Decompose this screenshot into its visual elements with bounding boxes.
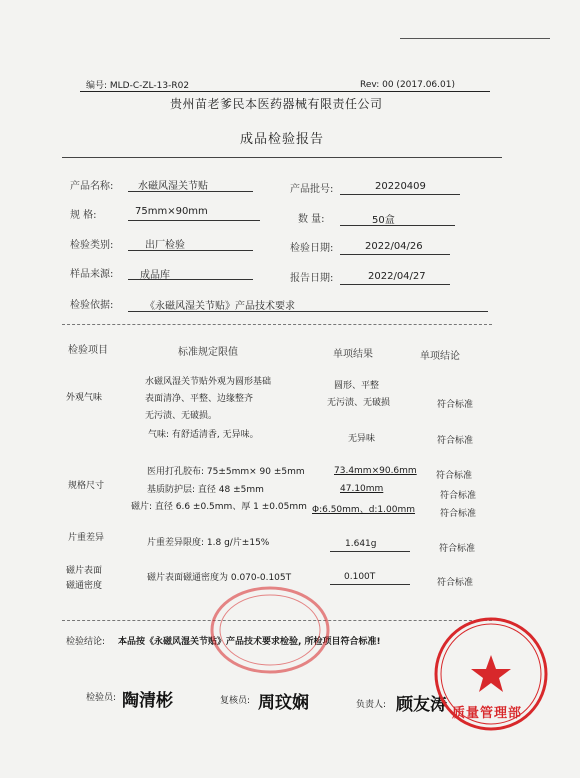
row-std-line: 基质防护层: 直径 48 ±5mm <box>147 485 264 495</box>
row-conclusion: 符合标准 <box>437 400 474 410</box>
inspector-signature: 陶清彬 <box>122 691 173 711</box>
spec-value: 75mm×90mm <box>135 206 208 217</box>
report-title: 成品检验报告 <box>240 132 325 147</box>
basis-underline <box>128 311 488 312</box>
report-date: 2022/04/27 <box>368 271 426 282</box>
insp-date-label: 检验日期: <box>290 243 334 254</box>
inspector-label: 检验员: <box>86 693 117 703</box>
category-label: 检验类别: <box>70 240 114 251</box>
row-result: Φ:6.50mm、d:1.00mm <box>312 505 416 515</box>
row-conclusion: 符合标准 <box>440 509 477 519</box>
spec-label: 规 格: <box>70 210 97 221</box>
category-value: 出厂检验 <box>145 240 185 251</box>
responsible-label: 负责人: <box>356 700 387 710</box>
basis-label: 检验依据: <box>70 300 114 311</box>
row-item-appearance: 外观气味 <box>66 393 103 403</box>
col-header-result: 单项结果 <box>333 349 373 360</box>
qty-underline <box>340 225 455 226</box>
row-result: 0.100T <box>344 572 376 582</box>
basis-value: 《永磁风湿关节贴》产品技术要求 <box>145 301 295 312</box>
section-rule <box>62 324 492 325</box>
report-date-underline <box>340 284 450 285</box>
row-conclusion: 符合标准 <box>440 491 477 501</box>
company-name: 贵州苗老爹民本医药器械有限责任公司 <box>170 97 383 111</box>
row-result: 47.10mm <box>340 484 384 494</box>
reviewer-signature: 周玟娴 <box>258 693 309 713</box>
row-item-flux: 磁片表面 <box>66 566 103 576</box>
row-std-line: 医用打孔胶布: 75±5mm× 90 ±5mm <box>147 467 305 477</box>
title-rule <box>62 157 502 158</box>
col-header-item: 检验项目 <box>68 345 108 356</box>
row-conclusion: 符合标准 <box>437 436 474 446</box>
qc-dept-stamp-text: 质量管理部 <box>452 706 523 721</box>
batch-number: 20220409 <box>375 181 426 192</box>
row-result: 圆形、平整 <box>334 381 380 391</box>
insp-date: 2022/04/26 <box>365 241 423 252</box>
col-header-std: 标准规定限值 <box>178 347 238 358</box>
row-result: 73.4mm×90.6mm <box>334 466 417 476</box>
product-name-underline <box>128 191 253 192</box>
weight-result-underline <box>330 551 410 552</box>
row-conclusion: 符合标准 <box>439 544 476 554</box>
conclusion-label: 检验结论: <box>66 637 106 647</box>
responsible-signature: 顾友涛 <box>396 695 447 715</box>
product-name: 水磁风湿关节贴 <box>138 181 208 192</box>
row-std-line: 片重差异限度: 1.8 g/片±15% <box>147 538 270 548</box>
revision: Rev: 00 (2017.06.01) <box>360 80 455 90</box>
spec-underline <box>128 220 260 221</box>
row-std-line: 无污渍、无破损。 <box>145 411 218 421</box>
flux-result-underline <box>330 584 410 585</box>
row-std-line: 磁片表面磁通密度为 0.070-0.105T <box>147 573 292 583</box>
source-label: 样品来源: <box>70 269 114 280</box>
row-result: 无污渍、无破损 <box>327 398 391 408</box>
row-item-dimensions: 规格尺寸 <box>68 481 105 491</box>
row-item-weight: 片重差异 <box>68 533 105 543</box>
doc-code: 编号: MLD-C-ZL-13-R02 <box>86 81 190 91</box>
row-std-line: 气味: 有舒适清香, 无异味。 <box>148 430 259 440</box>
category-underline <box>128 250 253 251</box>
header-rule <box>80 91 490 92</box>
batch-underline <box>340 194 460 195</box>
row-item-flux: 磁通密度 <box>66 581 103 591</box>
conclusion-text: 本品按《永磁风湿关节贴》产品技术要求检验, 所检项目符合标准! <box>118 637 381 647</box>
stamp-left <box>200 585 340 680</box>
source-underline <box>128 279 253 280</box>
qty-label: 数 量: <box>298 214 325 225</box>
row-result: 1.641g <box>345 539 377 549</box>
source-value: 成品库 <box>140 270 170 281</box>
row-std-line: 磁片: 直径 6.6 ±0.5mm、厚 1 ±0.05mm <box>131 502 307 512</box>
reviewer-label: 复核员: <box>220 696 251 706</box>
row-result: 无异味 <box>348 434 376 444</box>
row-std-line: 水磁风湿关节贴外观为圆形基础 <box>145 377 272 387</box>
row-conclusion: 符合标准 <box>437 578 474 588</box>
row-std-line: 表面清净、平整、边缘整齐 <box>145 394 254 404</box>
qty-value: 50盒 <box>372 215 395 226</box>
top-rule <box>400 38 550 39</box>
product-name-label: 产品名称: <box>70 181 114 192</box>
batch-label: 产品批号: <box>290 184 334 195</box>
row-conclusion: 符合标准 <box>436 471 473 481</box>
insp-date-underline <box>340 254 450 255</box>
report-date-label: 报告日期: <box>290 273 334 284</box>
col-header-conclusion: 单项结论 <box>420 351 460 362</box>
